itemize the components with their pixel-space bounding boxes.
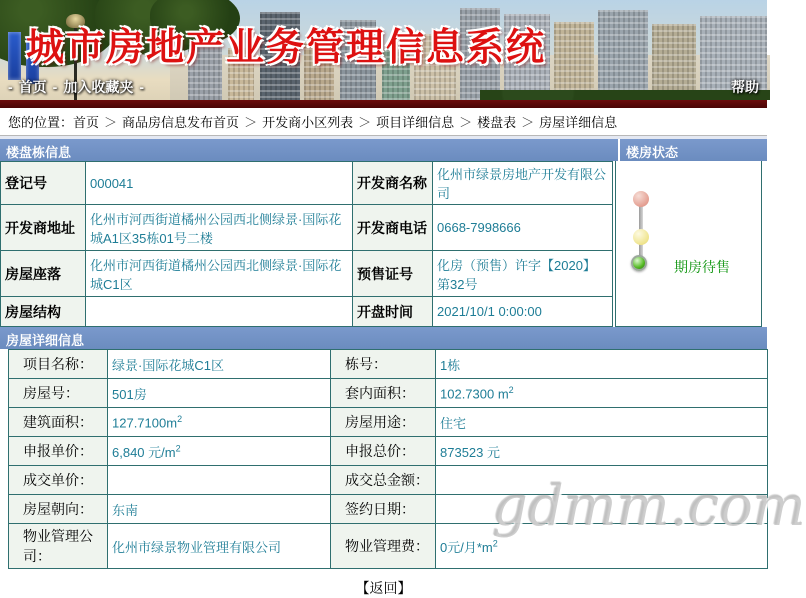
house-detail-table bbox=[8, 349, 768, 569]
building-info-table bbox=[0, 161, 613, 327]
field-label-presale-cert-no: 预售证号 bbox=[353, 251, 433, 297]
field-value-declared-total-price: 873523 元 bbox=[436, 437, 768, 466]
breadcrumb-item-house-detail: 房屋详细信息 bbox=[539, 115, 618, 130]
status-badge: 期房待售 bbox=[674, 259, 730, 275]
building-silhouette bbox=[598, 10, 648, 100]
table-row bbox=[1, 205, 613, 251]
field-value-presale-cert-no: 化房（预售）许字【2020】第32号 bbox=[433, 251, 613, 297]
field-label-deal-total-amount: 成交总金额： bbox=[331, 466, 436, 495]
field-value-deal-unit-price bbox=[108, 466, 331, 495]
table-row bbox=[9, 524, 768, 569]
nav-favorites-link[interactable]: 加入收藏夹 bbox=[63, 79, 134, 95]
field-label-construction-area: 建筑面积： bbox=[9, 408, 108, 437]
field-label-opening-time: 开盘时间 bbox=[353, 297, 433, 327]
table-row bbox=[1, 162, 613, 205]
nav-separator: - bbox=[8, 79, 13, 95]
table-row bbox=[9, 466, 768, 495]
table-row bbox=[1, 297, 613, 327]
field-label-house-location: 房屋座落 bbox=[1, 251, 86, 297]
field-label-property-mgmt-fee: 物业管理费： bbox=[331, 524, 436, 569]
field-label-inner-area: 套内面积： bbox=[331, 379, 436, 408]
field-label-house-orientation: 房屋朝向： bbox=[9, 495, 108, 524]
building-status-header: 楼房状态 bbox=[620, 139, 767, 161]
field-value-building-no: 1栋 bbox=[436, 350, 768, 379]
red-light-icon bbox=[633, 191, 649, 207]
field-value-declared-unit-price: 6,840 元$/m^2$ bbox=[108, 437, 331, 466]
breadcrumb-separator: ＞ bbox=[459, 115, 473, 130]
field-value-deal-total-amount bbox=[436, 466, 768, 495]
field-label-registration-no: 登记号 bbox=[1, 162, 86, 205]
breadcrumb-item-publish-home[interactable]: 商品房信息发布首页 bbox=[122, 115, 240, 130]
field-label-building-no: 栋号： bbox=[331, 350, 436, 379]
field-value-house-orientation: 东南 bbox=[108, 495, 331, 524]
field-label-developer-phone: 开发商电话 bbox=[353, 205, 433, 251]
nav-help-link[interactable]: 帮助 bbox=[731, 79, 759, 95]
building-silhouette bbox=[554, 22, 594, 100]
building-status-panel bbox=[615, 161, 762, 327]
nav-home-link[interactable]: 首页 bbox=[18, 79, 47, 95]
watermark-text: gdmm.com bbox=[492, 474, 806, 539]
field-value-house-location: 化州市河西街道橘州公园西北侧绿景·国际花城C1区 bbox=[86, 251, 353, 297]
field-value-construction-area: $127.7100m^2$ bbox=[108, 408, 331, 437]
breadcrumb-item-project-detail[interactable]: 项目详细信息 bbox=[376, 115, 455, 130]
nav-separator: - bbox=[52, 79, 58, 95]
street-banner-flag bbox=[8, 32, 21, 80]
field-value-house-no: 501房 bbox=[108, 379, 331, 408]
field-value-developer-address: 化州市河西街道橘州公园西北侧绿景·国际花城A1区35栋01号二楼 bbox=[86, 205, 353, 251]
table-row bbox=[9, 379, 768, 408]
maroon-divider-bar bbox=[0, 100, 767, 108]
field-value-property-mgmt-company: 化州市绿景物业管理有限公司 bbox=[108, 524, 331, 569]
breadcrumb-separator: ＞ bbox=[244, 115, 258, 130]
field-label-signing-date: 签约日期： bbox=[331, 495, 436, 524]
breadcrumb-item-developer-list[interactable]: 开发商小区列表 bbox=[262, 115, 354, 130]
house-detail-header: 房屋详细信息 bbox=[0, 327, 767, 349]
hedge-strip bbox=[480, 90, 770, 100]
breadcrumb-separator: ＞ bbox=[358, 115, 372, 130]
field-label-house-no: 房屋号： bbox=[9, 379, 108, 408]
field-value-house-structure bbox=[86, 297, 353, 327]
table-row bbox=[9, 350, 768, 379]
field-label-project-name: 项目名称： bbox=[9, 350, 108, 379]
breadcrumb-separator: ＞ bbox=[104, 115, 118, 130]
green-light-active-icon bbox=[631, 255, 647, 271]
field-value-property-mgmt-fee: 0元/月$*m^2$ bbox=[436, 524, 768, 569]
table-row bbox=[9, 408, 768, 437]
field-label-house-usage: 房屋用途： bbox=[331, 408, 436, 437]
field-value-project-name: 绿景·国际花城C1区 bbox=[108, 350, 331, 379]
field-value-developer-phone: 0668-7998666 bbox=[433, 205, 613, 251]
back-button[interactable]: 【返回】 bbox=[355, 580, 412, 596]
building-silhouette bbox=[652, 24, 696, 100]
building-info-section bbox=[0, 161, 767, 327]
section-header-row bbox=[0, 139, 767, 161]
table-row bbox=[9, 437, 768, 466]
building-info-header: 楼盘栋信息 bbox=[0, 139, 618, 161]
footer-row bbox=[0, 578, 767, 598]
field-label-house-structure: 房屋结构 bbox=[1, 297, 86, 327]
field-value-house-usage: 住宅 bbox=[436, 408, 768, 437]
field-label-declared-total-price: 申报总价： bbox=[331, 437, 436, 466]
app-title: 城市房地产业务管理信息系统 bbox=[26, 27, 547, 69]
field-value-inner-area: 102.7300 $m^2$ bbox=[436, 379, 768, 408]
breadcrumb-prefix: 您的位置： bbox=[8, 115, 74, 130]
banner-nav bbox=[8, 77, 144, 97]
field-value-developer-name: 化州市绿景房地产开发有限公司 bbox=[433, 162, 613, 205]
field-label-developer-address: 开发商地址 bbox=[1, 205, 86, 251]
banner-photo bbox=[0, 0, 767, 100]
house-detail-header-row bbox=[0, 327, 767, 349]
breadcrumb-item-home[interactable]: 首页 bbox=[73, 115, 100, 130]
table-row bbox=[9, 495, 768, 524]
field-value-signing-date bbox=[436, 495, 768, 524]
breadcrumb-item-building-table[interactable]: 楼盘表 bbox=[477, 115, 517, 130]
breadcrumb bbox=[0, 108, 767, 136]
nav-separator: - bbox=[139, 79, 145, 95]
field-label-property-mgmt-company: 物业管理公司： bbox=[9, 524, 108, 569]
field-label-declared-unit-price: 申报单价： bbox=[9, 437, 108, 466]
field-value-opening-time: 2021/10/1 0:00:00 bbox=[433, 297, 613, 327]
field-label-deal-unit-price: 成交单价： bbox=[9, 466, 108, 495]
field-value-registration-no: 000041 bbox=[86, 162, 353, 205]
table-row bbox=[1, 251, 613, 297]
breadcrumb-separator: ＞ bbox=[521, 115, 535, 130]
field-label-developer-name: 开发商名称 bbox=[353, 162, 433, 205]
yellow-light-icon bbox=[633, 229, 649, 245]
